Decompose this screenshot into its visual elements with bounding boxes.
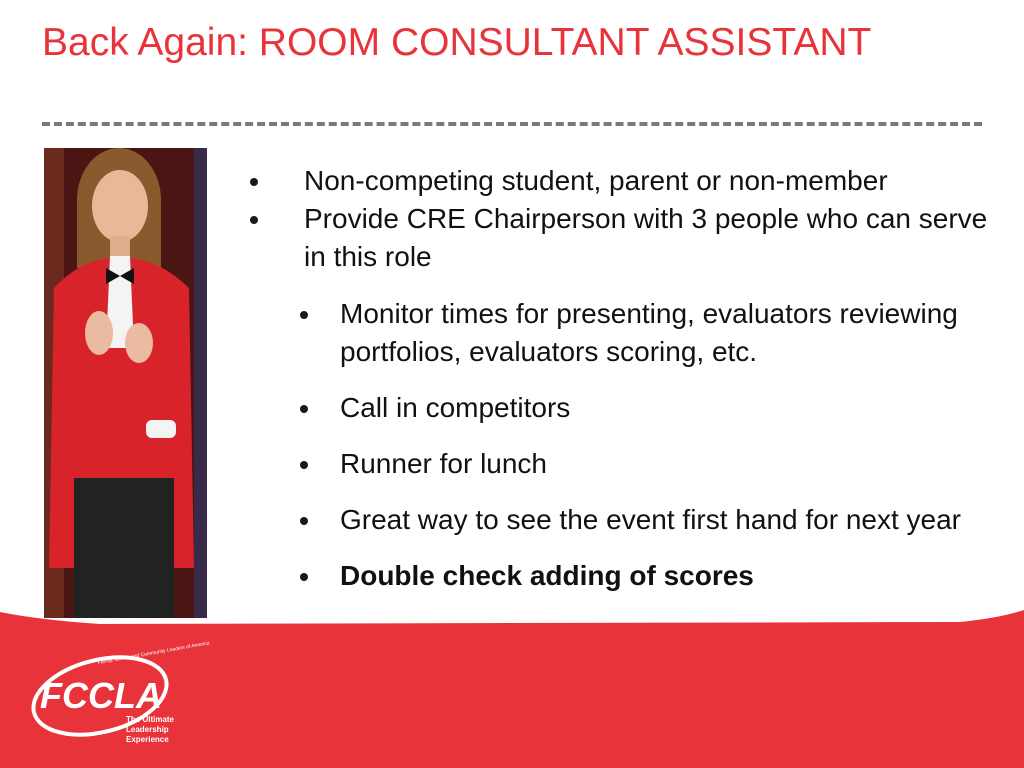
list-item bbox=[300, 389, 1000, 427]
bullet-text-emphasis: Double check adding of scores bbox=[340, 560, 754, 591]
bullet-text: Non-competing student, parent or non-member bbox=[304, 165, 888, 196]
bullet-text: Great way to see the event first hand for next year bbox=[340, 504, 961, 535]
svg-text:Leadership: Leadership bbox=[126, 725, 169, 734]
list-item bbox=[300, 501, 1000, 539]
list-item bbox=[250, 200, 1010, 276]
student-photo bbox=[44, 148, 207, 618]
list-item bbox=[300, 445, 1000, 483]
bullet-text: Provide CRE Chairperson with 3 people who can serve in this role bbox=[304, 203, 988, 272]
svg-text:Experience: Experience bbox=[126, 735, 169, 744]
bullet-text: Runner for lunch bbox=[340, 448, 548, 479]
main-bullet-list bbox=[250, 162, 1010, 276]
svg-text:The Ultimate: The Ultimate bbox=[126, 715, 175, 724]
svg-text:Family, Career and Community L: Family, Career and Community Leaders of America bbox=[97, 640, 210, 666]
list-item bbox=[250, 162, 1010, 200]
svg-text:FCCLA: FCCLA bbox=[40, 675, 162, 716]
slide-title: Back Again: ROOM CONSULTANT ASSISTANT bbox=[42, 21, 872, 64]
bullet-icon bbox=[250, 178, 258, 186]
list-item bbox=[300, 295, 1000, 371]
bullet-icon bbox=[300, 405, 308, 413]
bullet-text: Monitor times for presenting, evaluators reviewing portfolios, evaluators scoring, etc. bbox=[340, 298, 958, 367]
bullet-icon bbox=[300, 311, 308, 319]
bullet-icon bbox=[300, 517, 308, 525]
bullet-text: Call in competitors bbox=[340, 392, 571, 423]
title-divider bbox=[42, 122, 982, 126]
bullet-icon bbox=[300, 461, 308, 469]
bullet-icon bbox=[250, 216, 258, 224]
fccla-logo bbox=[28, 640, 210, 752]
